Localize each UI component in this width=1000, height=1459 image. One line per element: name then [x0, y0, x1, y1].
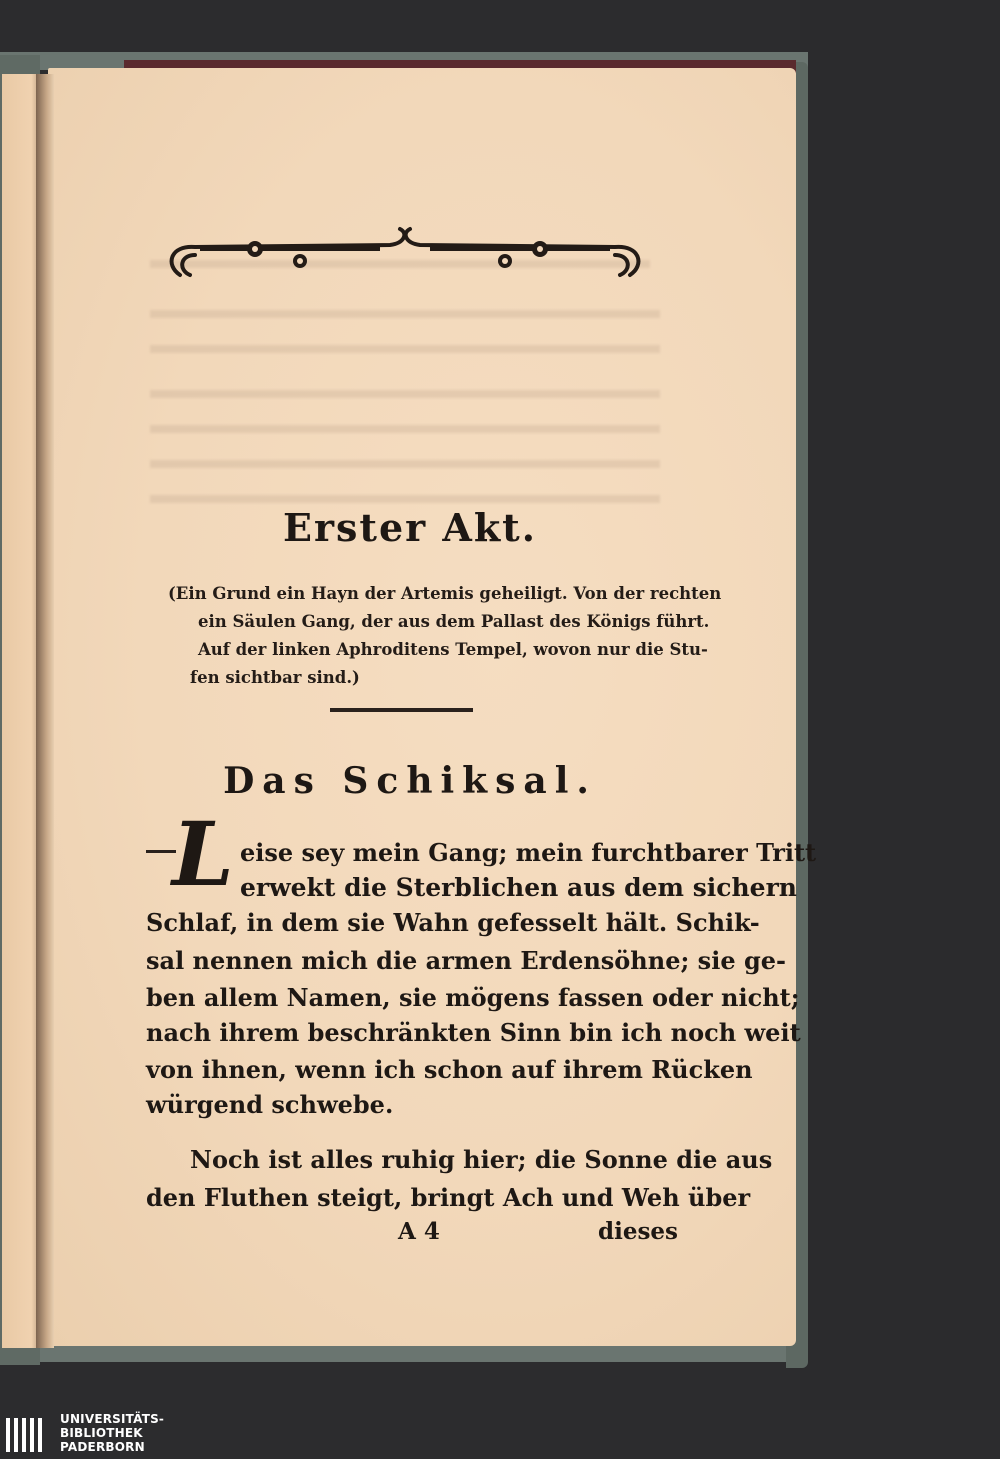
speech-line: von ihnen, wenn ich schon auf ihrem Rücken: [146, 1055, 753, 1084]
speech-line: erwekt die Sterblichen aus dem sichern: [240, 873, 797, 902]
footer-bar: [0, 1410, 1000, 1459]
catchword: dieses: [598, 1218, 678, 1245]
stage-direction-line: fen sichtbar sind.): [190, 668, 360, 687]
dark-background: [800, 0, 1000, 1410]
speech-line: Schlaf, in dem sie Wahn gefesselt hält. Schik-: [146, 908, 760, 937]
library-logo-icon: [6, 1418, 52, 1452]
stage-direction-line: (Ein Grund ein Hayn der Artemis geheiligt. Von der rechten: [168, 584, 722, 603]
stage-direction-line: ein Säulen Gang, der aus dem Pallast des Königs führt.: [198, 612, 710, 631]
signature-mark: A 4: [398, 1218, 440, 1245]
stage-direction: [168, 580, 722, 692]
speech-line: sal nennen mich die armen Erdensöhne; sie ge-: [146, 946, 786, 975]
speech-line: nach ihrem beschränkten Sinn bin ich noch weit: [146, 1018, 801, 1047]
speech-line: ben allem Namen, sie mögens fassen oder nicht;: [146, 983, 800, 1012]
section-rule: [330, 708, 473, 712]
speaker-heading: Das Schiksal.: [223, 760, 597, 802]
speech-line: Noch ist alles ruhig hier; die Sonne die aus: [190, 1145, 773, 1174]
binding-bottom: [0, 1344, 808, 1362]
speech-line: den Fluthen steigt, bringt Ach und Weh über: [146, 1183, 751, 1212]
drop-cap: L: [172, 802, 234, 906]
stage-direction-line: Auf der linken Aphroditens Tempel, wovon nur die Stu-: [198, 640, 708, 659]
logo-line: BIBLIOTHEK: [60, 1426, 143, 1440]
logo-line: PADERBORN: [60, 1440, 145, 1454]
act-title: Erster Akt.: [283, 505, 537, 550]
logo-line: UNIVERSITÄTS-: [60, 1412, 165, 1426]
speech-line: eise sey mein Gang; mein furchtbarer Tritt: [240, 838, 817, 867]
page-gutter: [36, 74, 54, 1348]
speech-line: würgend schwebe.: [146, 1090, 394, 1119]
library-logo-text: [60, 1412, 164, 1454]
headpiece-ornament: [160, 215, 650, 290]
